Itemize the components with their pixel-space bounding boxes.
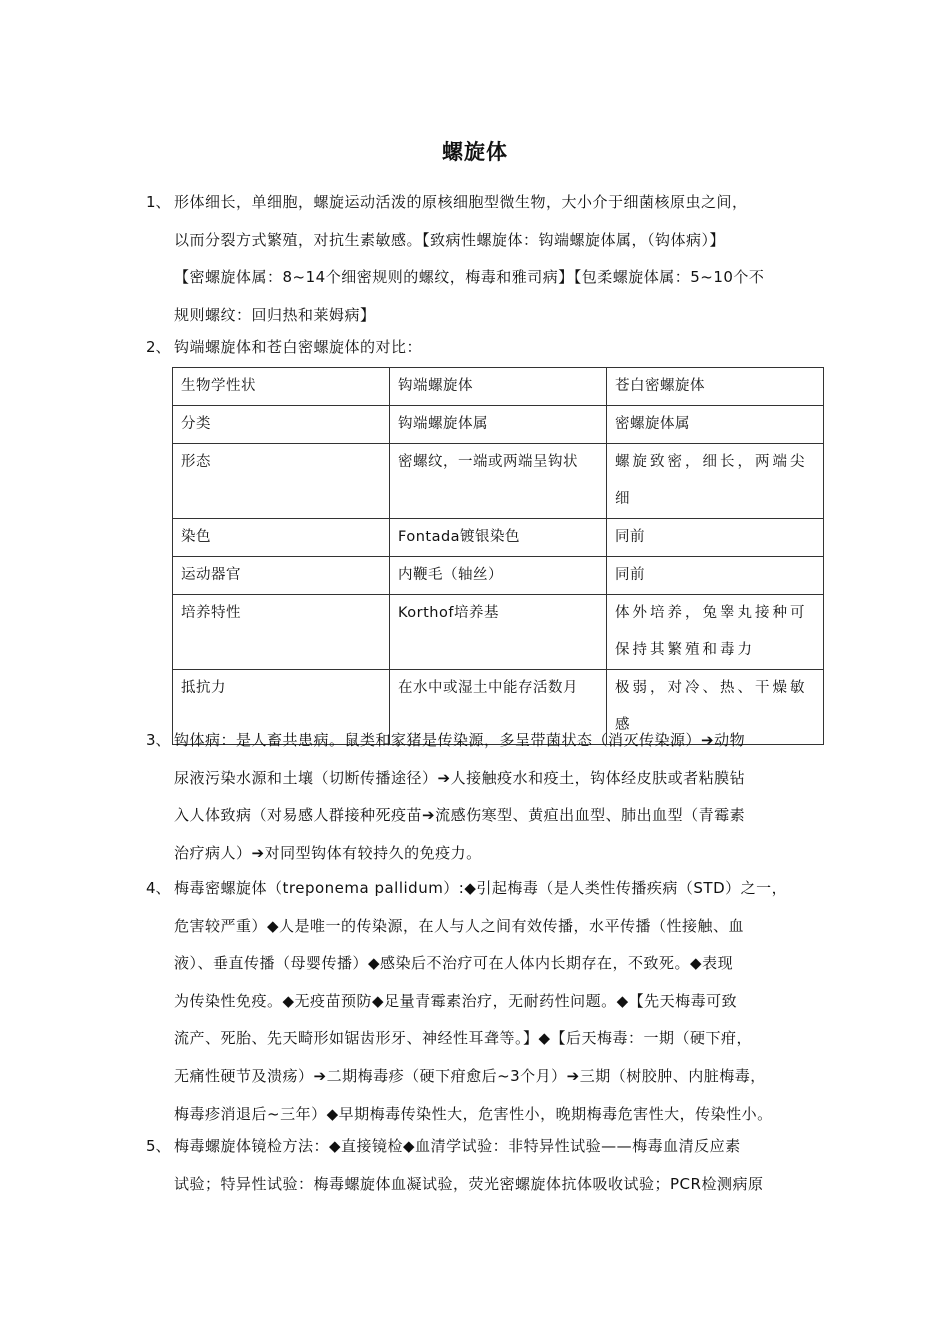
table-cell: 抵抗力: [173, 670, 390, 745]
table-cell: 密螺旋体属: [607, 406, 824, 444]
page-title: 螺旋体: [442, 140, 508, 164]
table-cell: 内鞭毛（轴丝）: [390, 557, 607, 595]
item-body: [174, 1128, 836, 1203]
item-number: 4、: [146, 879, 171, 897]
item-number: 1、: [146, 193, 171, 211]
item-number: 2、: [146, 338, 171, 356]
table-cell: 密螺纹，一端或两端呈钩状: [390, 444, 607, 519]
table-cell: 同前: [607, 519, 824, 557]
table-cell: 钩端螺旋体: [390, 368, 607, 406]
list-item-2: [146, 329, 836, 367]
text-line: 无痛性硬节及溃疡）➔二期梅毒疹（硬下疳愈后~3个月）➔三期（树胶肿、内脏梅毒，: [174, 1066, 766, 1085]
text-line: 梅毒螺旋体镜检方法：◆直接镜检◆血清学试验：非特异性试验——梅毒血清反应素: [174, 1137, 741, 1155]
text-line: 为传染性免疫。◆无疫苗预防◆足量青霉素治疗，无耐药性问题。◆【先天梅毒可致: [174, 991, 738, 1010]
item-number: 5、: [146, 1137, 171, 1155]
item-body: [174, 870, 836, 1133]
text-line: 试验；特异性试验：梅毒螺旋体血凝试验，荧光密螺旋体抗体吸收试验；PCR检测病原: [174, 1174, 764, 1193]
table-row: [173, 444, 824, 519]
table-cell: 分类: [173, 406, 390, 444]
table-row: [173, 595, 824, 670]
item-number: 3、: [146, 731, 171, 749]
item-body: [174, 329, 836, 367]
table-cell: Korthof培养基: [390, 595, 607, 670]
text-line: 流产、死胎、先天畸形如锯齿形牙、神经性耳聋等。】◆【后天梅毒：一期（硬下疳，: [174, 1029, 753, 1048]
table-cell: 染色: [173, 519, 390, 557]
table-cell: 形态: [173, 444, 390, 519]
text-line: 规则螺纹：回归热和莱姆病】: [174, 305, 376, 324]
table-cell: 钩端螺旋体属: [390, 406, 607, 444]
table-cell: 体外培养，兔睾丸接种可保持其繁殖和毒力: [607, 595, 824, 670]
text-line: 以而分裂方式繁殖，对抗生素敏感。【致病性螺旋体：钩端螺旋体属，（钩体病）】: [174, 230, 726, 249]
table-row: [173, 406, 824, 444]
item-body: [174, 184, 836, 334]
list-item-3: [146, 722, 836, 872]
text-line: 液）、垂直传播（母婴传播）◆感染后不治疗可在人体内长期存在，不致死。◆表现: [174, 954, 734, 973]
text-line: 危害较严重）◆人是唯一的传染源，在人与人之间有效传播，水平传播（性接触、血: [174, 916, 745, 935]
table-cell: 培养特性: [173, 595, 390, 670]
table-cell: 苍白密螺旋体: [607, 368, 824, 406]
table-cell: 生物学性状: [173, 368, 390, 406]
table-cell: Fontada镀银染色: [390, 519, 607, 557]
table-cell: 在水中或湿土中能存活数月: [390, 670, 607, 745]
text-line: 治疗病人）➔对同型钩体有较持久的免疫力。: [174, 843, 482, 862]
list-item-5: [146, 1128, 836, 1203]
text-line: 梅毒疹消退后~三年）◆早期梅毒传染性大，危害性小，晚期梅毒危害性大，传染性小。: [174, 1104, 773, 1123]
table-cell: 螺旋致密，细长，两端尖细: [607, 444, 824, 519]
text-line: 梅毒密螺旋体（treponema pallidum）:◆引起梅毒（是人类性传播疾病（STD）之一，: [174, 879, 788, 897]
table-cell: 同前: [607, 557, 824, 595]
table-cell: 运动器官: [173, 557, 390, 595]
table-cell: 极弱，对冷、热、干燥敏感: [607, 670, 824, 745]
item-body: [174, 722, 836, 872]
list-item-4: [146, 870, 836, 1133]
table-row: [173, 368, 824, 406]
comparison-table: [172, 367, 824, 745]
text-line: 钩端螺旋体和苍白密螺旋体的对比：: [174, 338, 423, 356]
text-line: 入人体致病（对易感人群接种死疫苗➔流感伤寒型、黄疸出血型、肺出血型（青霉素: [174, 806, 746, 825]
table-row: [173, 519, 824, 557]
table-row: [173, 557, 824, 595]
text-line: 钩体病：是人畜共患病。鼠类和家猪是传染源，多呈带菌状态（消灭传染源）➔动物: [174, 731, 746, 749]
text-line: 尿液污染水源和土壤（切断传播途径）➔人接触疫水和疫土，钩体经皮肤或者粘膜钻: [174, 768, 746, 787]
text-line: 【密螺旋体属：8~14个细密规则的螺纹，梅毒和雅司病】【包柔螺旋体属：5~10个不: [174, 268, 765, 287]
list-item-1: [146, 184, 836, 334]
text-line: 形体细长，单细胞，螺旋运动活泼的原核细胞型微生物，大小介于细菌核原虫之间，: [174, 193, 748, 211]
